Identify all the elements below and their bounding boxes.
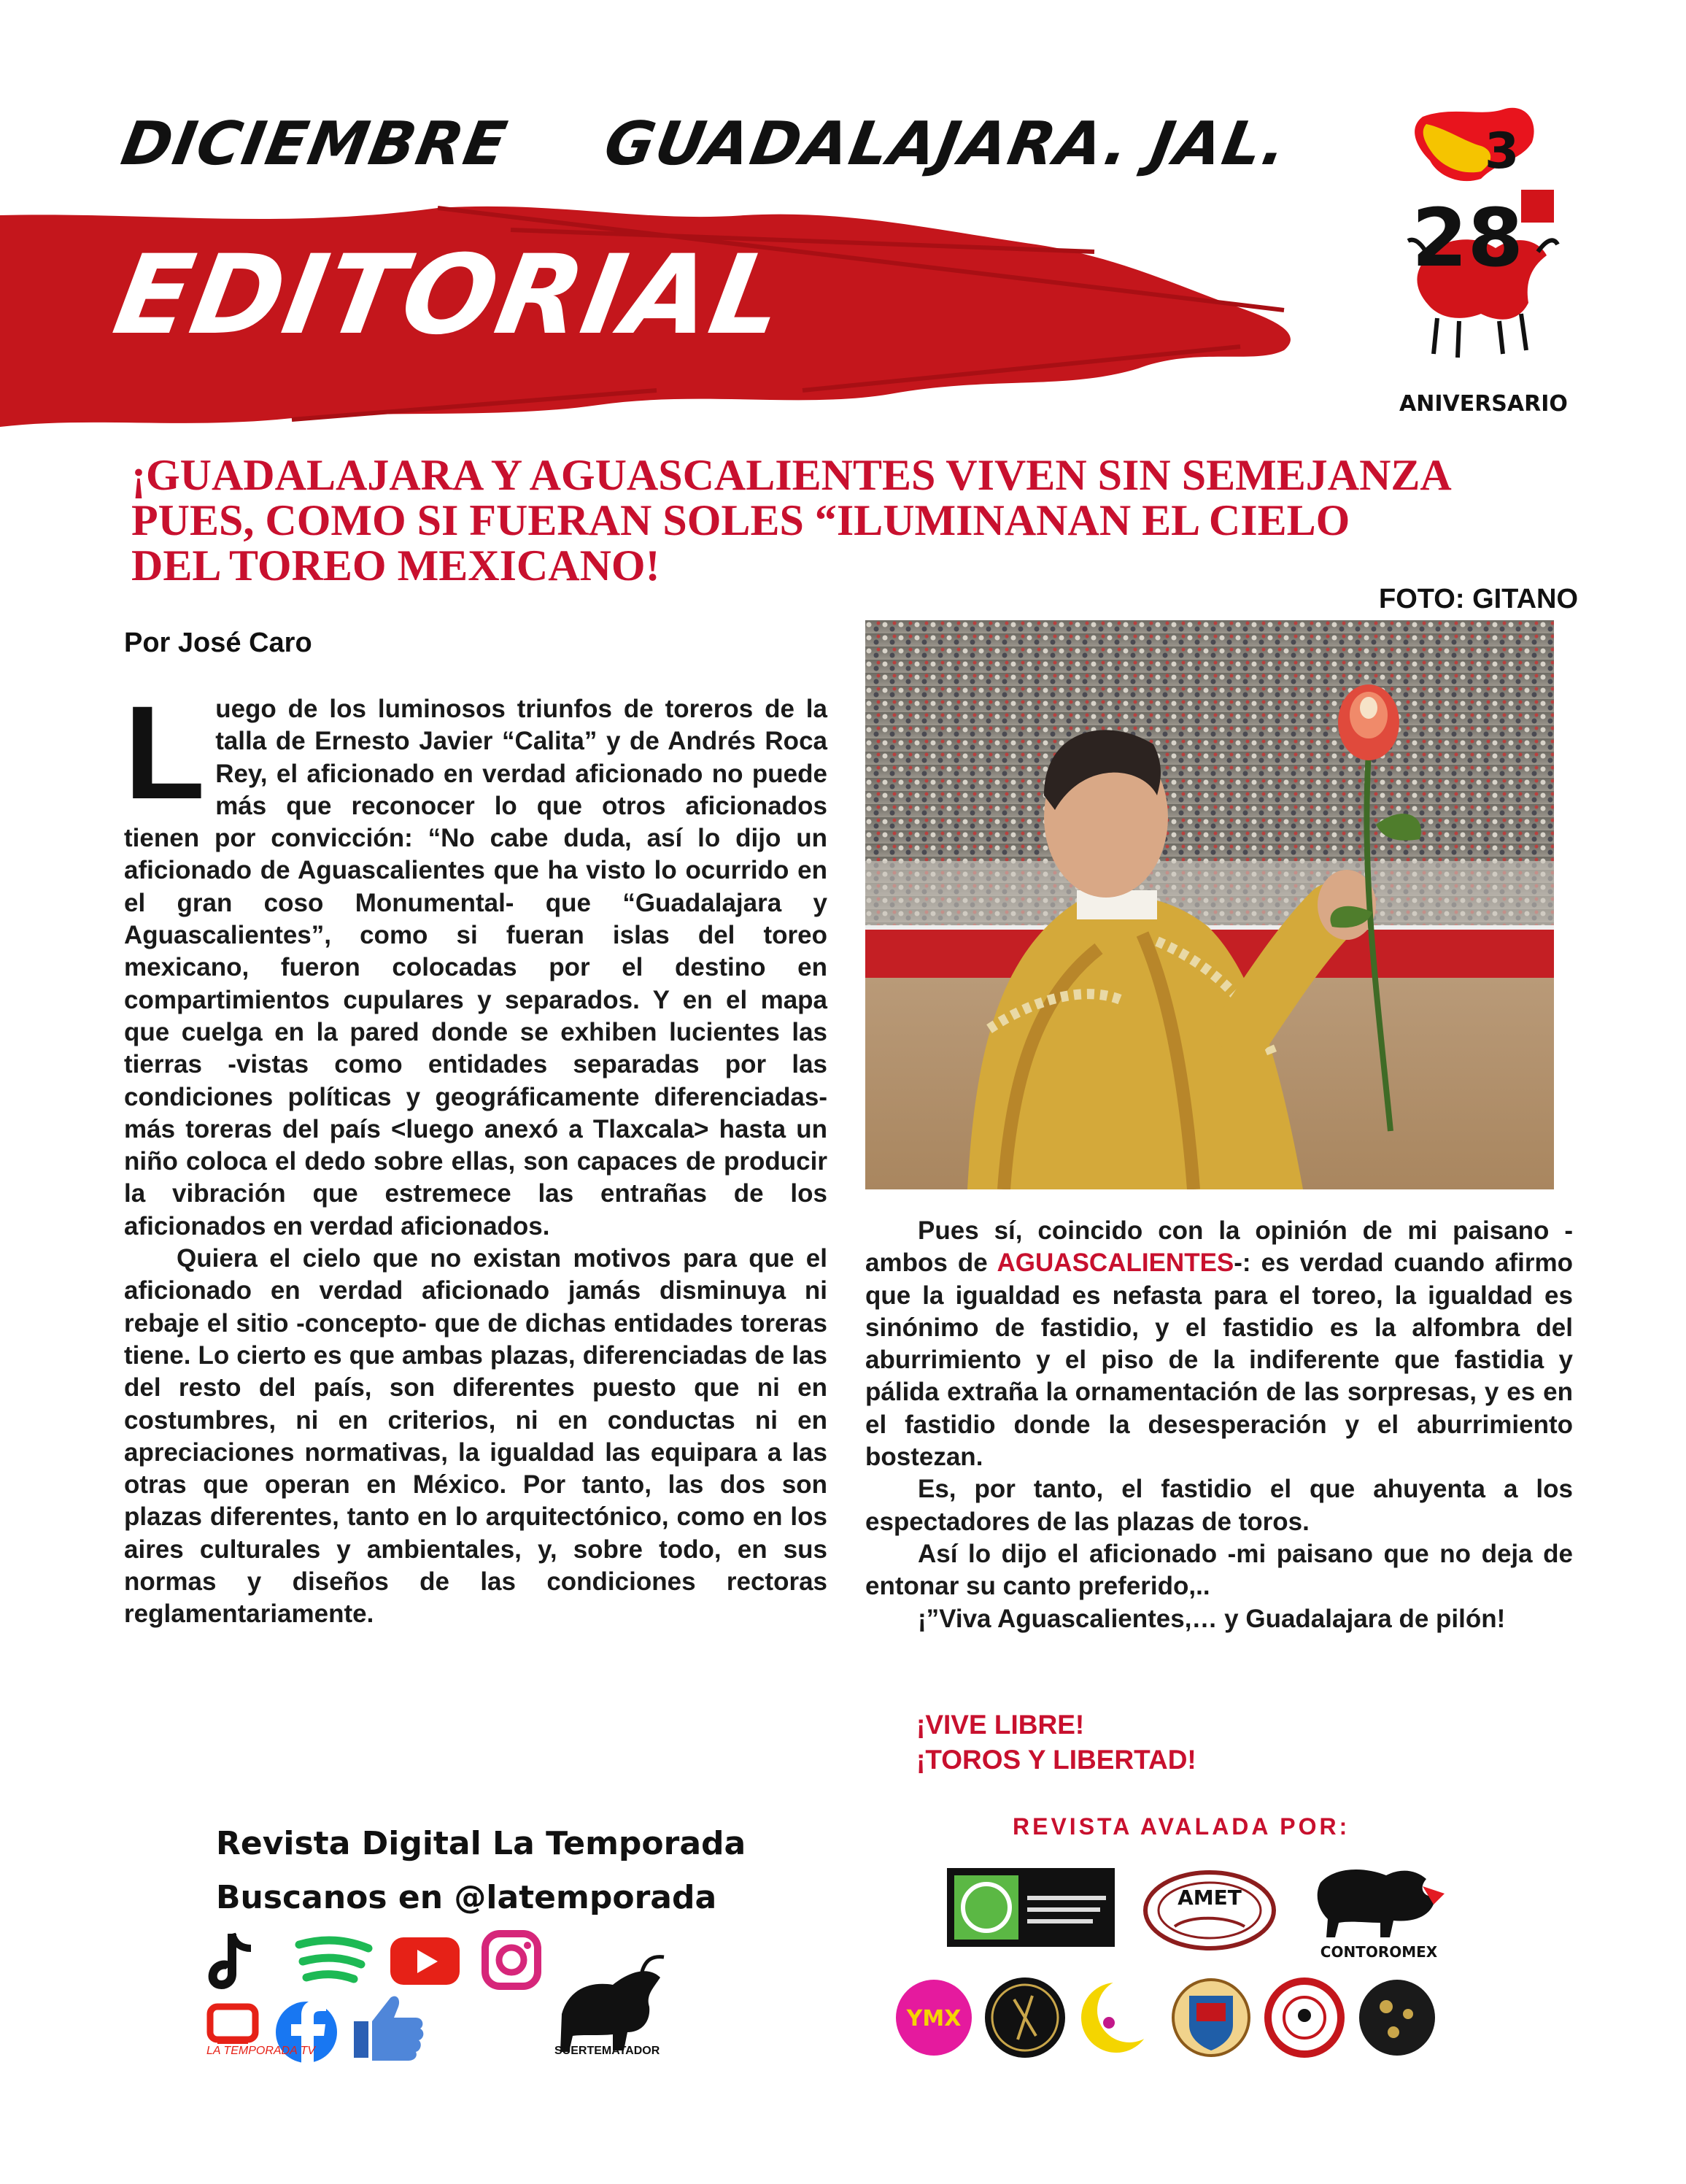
spotify-icon[interactable]: [299, 1940, 368, 1979]
headline-line: DEL TOREO MEXICANO!: [131, 541, 660, 590]
byline: Por José Caro: [124, 628, 312, 658]
paragraph-1: uego de los luminosos triunfos de toreros de la talla de Ernesto Javier “Calita” y de Andrés Roca Rey, el aficionado en verdad aficionado no puede más que reconocer lo que otros aficionados tienen por convicción: “No cabe duda, así lo dijo un aficionado de Aguascalientes que ha visto lo ocurrido en el gran coso Monumental- que “Guadalajara y Aguascalientes”, como si fueran islas del toreo mexicano, fueron colocadas por el destino en compartimientos cupulares y separados. Y en el mapa que cuelga en la pared donde se exhiben lucientes las tierras -vistas como entidades separadas por las condiciones políticas y geográficamente diferenciadas- más toreras del país <luego anexó a Tlaxcala> hasta un niño coloca el dedo sobre ellas, son capaces de producir la vibración que estremece las entrañas de los aficionados en verdad aficionados.: [124, 695, 827, 1240]
paragraph-6: ¡”Viva Aguascalientes,… y Guadalajara de pilón!: [918, 1604, 1506, 1633]
tiktok-icon[interactable]: [213, 1934, 251, 1985]
page-number: 3: [1485, 123, 1520, 180]
circular-logo-dark: [985, 1977, 1065, 2058]
endorsement-logos: [890, 1853, 1488, 2072]
bull-logo: [560, 1957, 664, 2052]
paragraph-3: Pues sí, coincido con la opinión de mi paisano -ambos de AGUASCALIENTES-: es verdad cuando afirmo que la igualdad es nefasta para el toreo, la igualdad es sinónimo de fastidio, y el fastidio es la alfombra del aburrimiento y el piso de la indiferente que fastidia y pálida extraña la ornamentación de las sorpresas, y es en el fastidio donde la desesperación y el aburrimiento bostezan.: [865, 1216, 1573, 1472]
brand-suerte-matador: SUERTEMATADOR: [554, 2045, 660, 2057]
issue-city: GUADALAJARA. JAL.: [599, 109, 1293, 179]
promo-block: [216, 1817, 746, 1925]
like-icon[interactable]: [354, 1996, 423, 2061]
signoff-line: ¡VIVE LIBRE!: [916, 1710, 1085, 1740]
promo-line: Revista Digital La Temporada: [216, 1825, 746, 1862]
anct-logo: [947, 1868, 1115, 1947]
matador-photo: [865, 620, 1554, 1189]
drop-cap: L: [124, 678, 206, 827]
article-headline: [131, 452, 1517, 588]
paragraph-4: Es, por tanto, el fastidio el que ahuyenta a los espectadores de las plazas de toros.: [865, 1475, 1573, 1536]
instagram-icon[interactable]: [485, 1934, 538, 1986]
ymx-logo: [896, 1980, 972, 2056]
photo-credit: FOTO: GITANO: [1379, 584, 1579, 614]
crest-logo: [1173, 1980, 1249, 2056]
signoff-line: ¡TOROS Y LIBERTAD!: [916, 1745, 1196, 1775]
red-ring-logo: [1268, 1981, 1341, 2054]
headline-line: PUES, COMO SI FUERAN SOLES “ILUMINANAN EL CIELO: [131, 496, 1350, 544]
article-column-left: [124, 678, 827, 1631]
contoromex-logo: [1318, 1869, 1445, 1961]
paragraph-2: Quiera el cielo que no existan motivos para que el aficionado en verdad aficionado jamás disminuya ni rebaje el sitio -concepto- que de dichas entidades toreras tiene. Lo cierto es que ambas plazas, diferenciadas de las del resto del país, son diferentes puesto que ni en costumbres, ni en criterios, ni en conductas ni en apreciaciones normativas, la igualdad las equipara a las otras que operan en México. Por tanto, las dos son plazas diferentes, tanto en lo arquitectónico, como en los aires culturales y ambientales, y, sobre todo, en sus normas y diseños de las condiciones rectoras reglamentariamente.: [124, 1244, 827, 1629]
la-temporada-tv-icon[interactable]: [210, 2007, 255, 2044]
amet-label: AMET: [1178, 1886, 1242, 1910]
promo-line: Buscanos en @latemporada: [216, 1879, 717, 1916]
section-title: EDITORIAL: [105, 232, 794, 359]
paragraph-5: Así lo dijo el aficionado -mi paisano que no deja de entonar su canto preferido,..: [865, 1539, 1573, 1601]
brand-la-temporada-tv: LA TEMPORADA TV: [206, 2045, 316, 2057]
signoff: [916, 1708, 1196, 1778]
article-column-right: [865, 1215, 1573, 1635]
amet-logo: [1145, 1872, 1274, 1948]
gold-dark-logo: [1359, 1980, 1435, 2056]
anniversary-label: ANIVERSARIO: [1399, 391, 1568, 417]
ymx-label: YMX: [906, 2006, 962, 2031]
endorsement-title: REVISTA AVALADA POR:: [1013, 1813, 1350, 1840]
highlight-aguascalientes: AGUASCALIENTES: [997, 1249, 1234, 1278]
issue-month: DICIEMBRE: [116, 109, 513, 179]
contoromex-label: CONTOROMEX: [1320, 1943, 1438, 1961]
youtube-icon[interactable]: [390, 1937, 460, 1985]
headline-line: ¡GUADALAJARA Y AGUASCALIENTES VIVEN SIN SEMEJANZA: [131, 451, 1452, 499]
tauromaquia-moon-logo: [1081, 1978, 1161, 2053]
anniversary-number: 28: [1412, 191, 1524, 285]
